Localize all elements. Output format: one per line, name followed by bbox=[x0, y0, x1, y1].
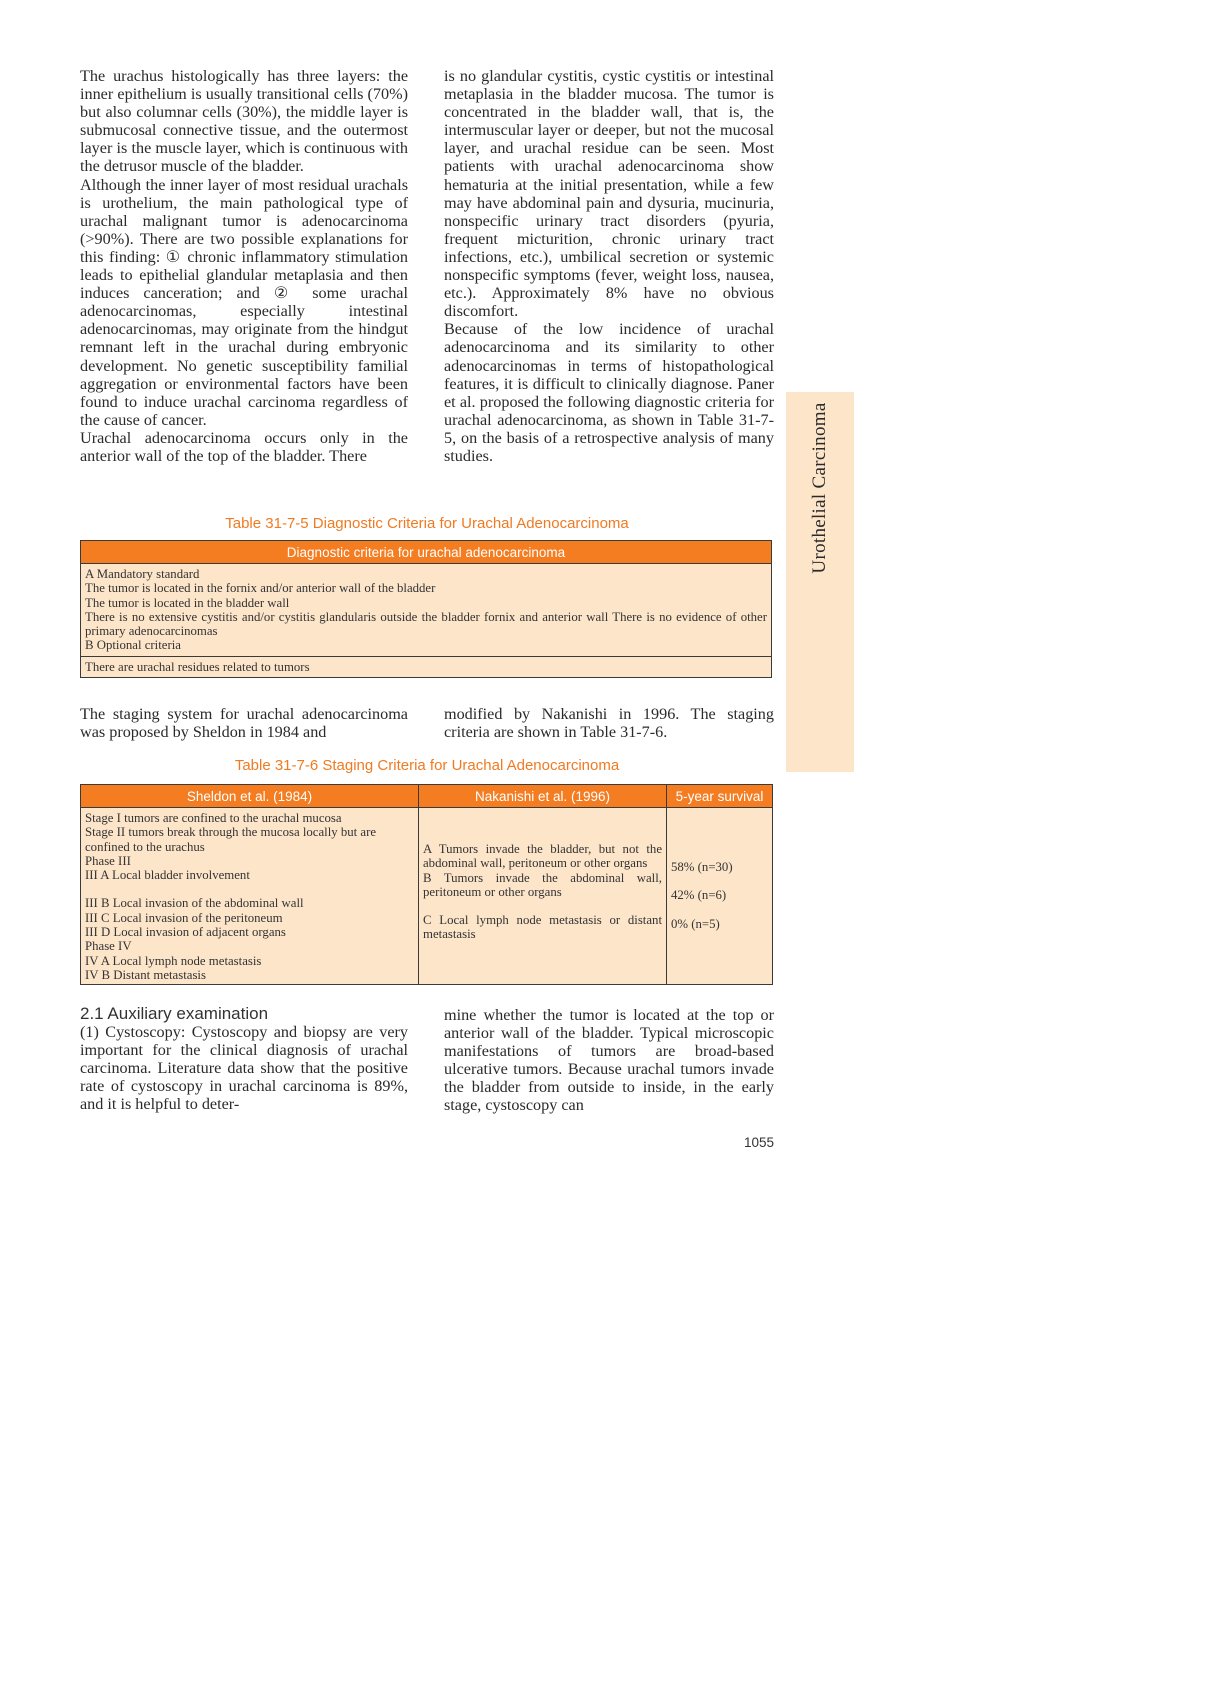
table-header: Sheldon et al. (1984) bbox=[81, 785, 419, 808]
body-text-right-bottom: mine whether the tumor is located at the top or anterior wall of the bladder. Typical microscopic manifestations of tumors are broad-based ulcerative tumors. Because urachal tumors invade the bladder from outside to inside, in the early stage, cystoscopy can bbox=[444, 1006, 774, 1115]
body-text-left-top bbox=[80, 67, 408, 465]
nakanishi-cell bbox=[419, 808, 667, 985]
table-header: 5-year survival bbox=[667, 785, 773, 808]
table-line: III A Local bladder involvement bbox=[85, 868, 250, 883]
sheldon-cell bbox=[81, 808, 419, 985]
body-text-right-mid: modified by Nakanishi in 1996. The staging criteria are shown in Table 31-7-6. bbox=[444, 705, 774, 742]
table-header: Nakanishi et al. (1996) bbox=[419, 785, 667, 808]
table-line: The tumor is located in the fornix and/or anterior wall of the bladder bbox=[85, 581, 436, 596]
table-line: III C Local invasion of the peritoneum bbox=[85, 910, 283, 925]
staging-criteria-table bbox=[80, 784, 773, 985]
body-text-left-bottom bbox=[80, 1005, 408, 1114]
table-caption: Table 31-7-5 Diagnostic Criteria for Urachal Adenocarcinoma bbox=[225, 515, 629, 532]
table-line: There is no extensive cystitis and/or cystitis glandularis outside the bladder fornix and anterior wall There is no evidence of other primary adenocarcinomas bbox=[85, 609, 767, 639]
table-line: Phase III bbox=[85, 853, 131, 868]
table-caption: Table 31-7-6 Staging Criteria for Urachal Adenocarcinoma bbox=[234, 757, 620, 774]
diagnostic-criteria-table bbox=[80, 540, 772, 678]
table-line: IV B Distant metastasis bbox=[85, 967, 206, 982]
table-line: III D Local invasion of adjacent organs bbox=[85, 925, 286, 940]
table-line: 0% (n=5) bbox=[671, 916, 720, 931]
paragraph: (1) Cystoscopy: Cystoscopy and biopsy are very important for the clinical diagnosis of urachal carcinoma. Literature data show that the positive rate of cystoscopy in urachal carcinoma is 89%, and it is helpful to deter- bbox=[80, 1023, 408, 1114]
table-line: Stage I tumors are confined to the urachal mucosa bbox=[85, 811, 342, 825]
table-line: C Local lymph node metastasis or distant metastasis bbox=[423, 913, 662, 942]
paragraph: Although the inner layer of most residual urachals is urothelium, the main pathological type of urachal malignant tumor is adenocarcinoma (>90%). There are two possible explanations for this finding: ① chronic inflammatory stimulation leads to epithelial glandular metaplasia and then induces canceration; and ② some urachal adenocarcinomas, especially intestinal adenocarcinomas, may originate from the hindgut remnant left in the urachal during embryonic development. No genetic susceptibility familial aggregation or environmental factors have been found to induce urachal carcinoma regardless of the cause of cancer. bbox=[80, 175, 408, 429]
table-cell: There are urachal residues related to tumors bbox=[81, 656, 772, 677]
section-heading: 2.1 Auxiliary examination bbox=[80, 1004, 269, 1023]
survival-cell bbox=[667, 808, 773, 985]
table-header: Diagnostic criteria for urachal adenocarcinoma bbox=[81, 541, 772, 564]
page-number: 1055 bbox=[743, 1135, 774, 1150]
table-line: IV A Local lymph node metastasis bbox=[85, 953, 262, 968]
table-line: Stage II tumors break through the mucosa locally but are confined to the urachus bbox=[85, 825, 377, 854]
paragraph: Urachal adenocarcinoma occurs only in the anterior wall of the top of the bladder. There bbox=[80, 428, 408, 465]
chapter-side-tab bbox=[786, 392, 854, 772]
table-line: A Tumors invade the bladder, but not the abdominal wall, peritoneum or other organs bbox=[423, 842, 662, 871]
paragraph: Because of the low incidence of urachal adenocarcinoma and its similarity to other adenocarcinomas in terms of histopathological features, it is difficult to clinically diagnose. Paner et al. proposed the following diagnostic criteria for urachal adenocarcinoma, as shown in Table 31-7-5, on the basis of a retrospective analysis of many studies. bbox=[444, 320, 774, 465]
table-line: 58% (n=30) bbox=[671, 860, 733, 874]
table-line: The tumor is located in the bladder wall bbox=[85, 595, 290, 610]
chapter-side-label: Urothelial Carcinoma bbox=[809, 402, 830, 574]
paragraph: is no glandular cystitis, cystic cystitis or intestinal metaplasia in the bladder mucosa. The tumor is concentrated in the bladder wall, that is, the intermuscular layer or deeper, but not the mucosal layer, and urachal residue can be seen. Most patients with urachal adenocarcinoma show hematuria at the initial presentation, while a few may have abdominal pain and dysuria, mucinuria, nonspecific urinary tract disorders (pyuria, frequent micturition, chronic urinary tract infections, etc.), umbilical secretion or systemic nonspecific symptoms (fever, weight loss, nausea, etc.). Approximately 8% have no obvious discomfort. bbox=[444, 67, 774, 321]
body-text-right-top bbox=[444, 67, 774, 465]
table-line: B Optional criteria bbox=[85, 638, 181, 653]
paragraph: The urachus histologically has three layers: the inner epithelium is usually transitional cells (70%) but also columnar cells (30%), the middle layer is submucosal connective tissue, and the outermost layer is the muscle layer, which is continuous with the detrusor muscle of the bladder. bbox=[80, 67, 408, 176]
table-line: III B Local invasion of the abdominal wall bbox=[85, 896, 304, 911]
table-line: Phase IV bbox=[85, 939, 132, 954]
body-text-left-mid: The staging system for urachal adenocarcinoma was proposed by Sheldon in 1984 and bbox=[80, 705, 408, 742]
table-line: B Tumors invade the abdominal wall, peritoneum or other organs bbox=[423, 870, 662, 899]
table-line: 42% (n=6) bbox=[671, 888, 727, 903]
table-cell bbox=[81, 564, 772, 657]
table-line: A Mandatory standard bbox=[85, 567, 200, 581]
